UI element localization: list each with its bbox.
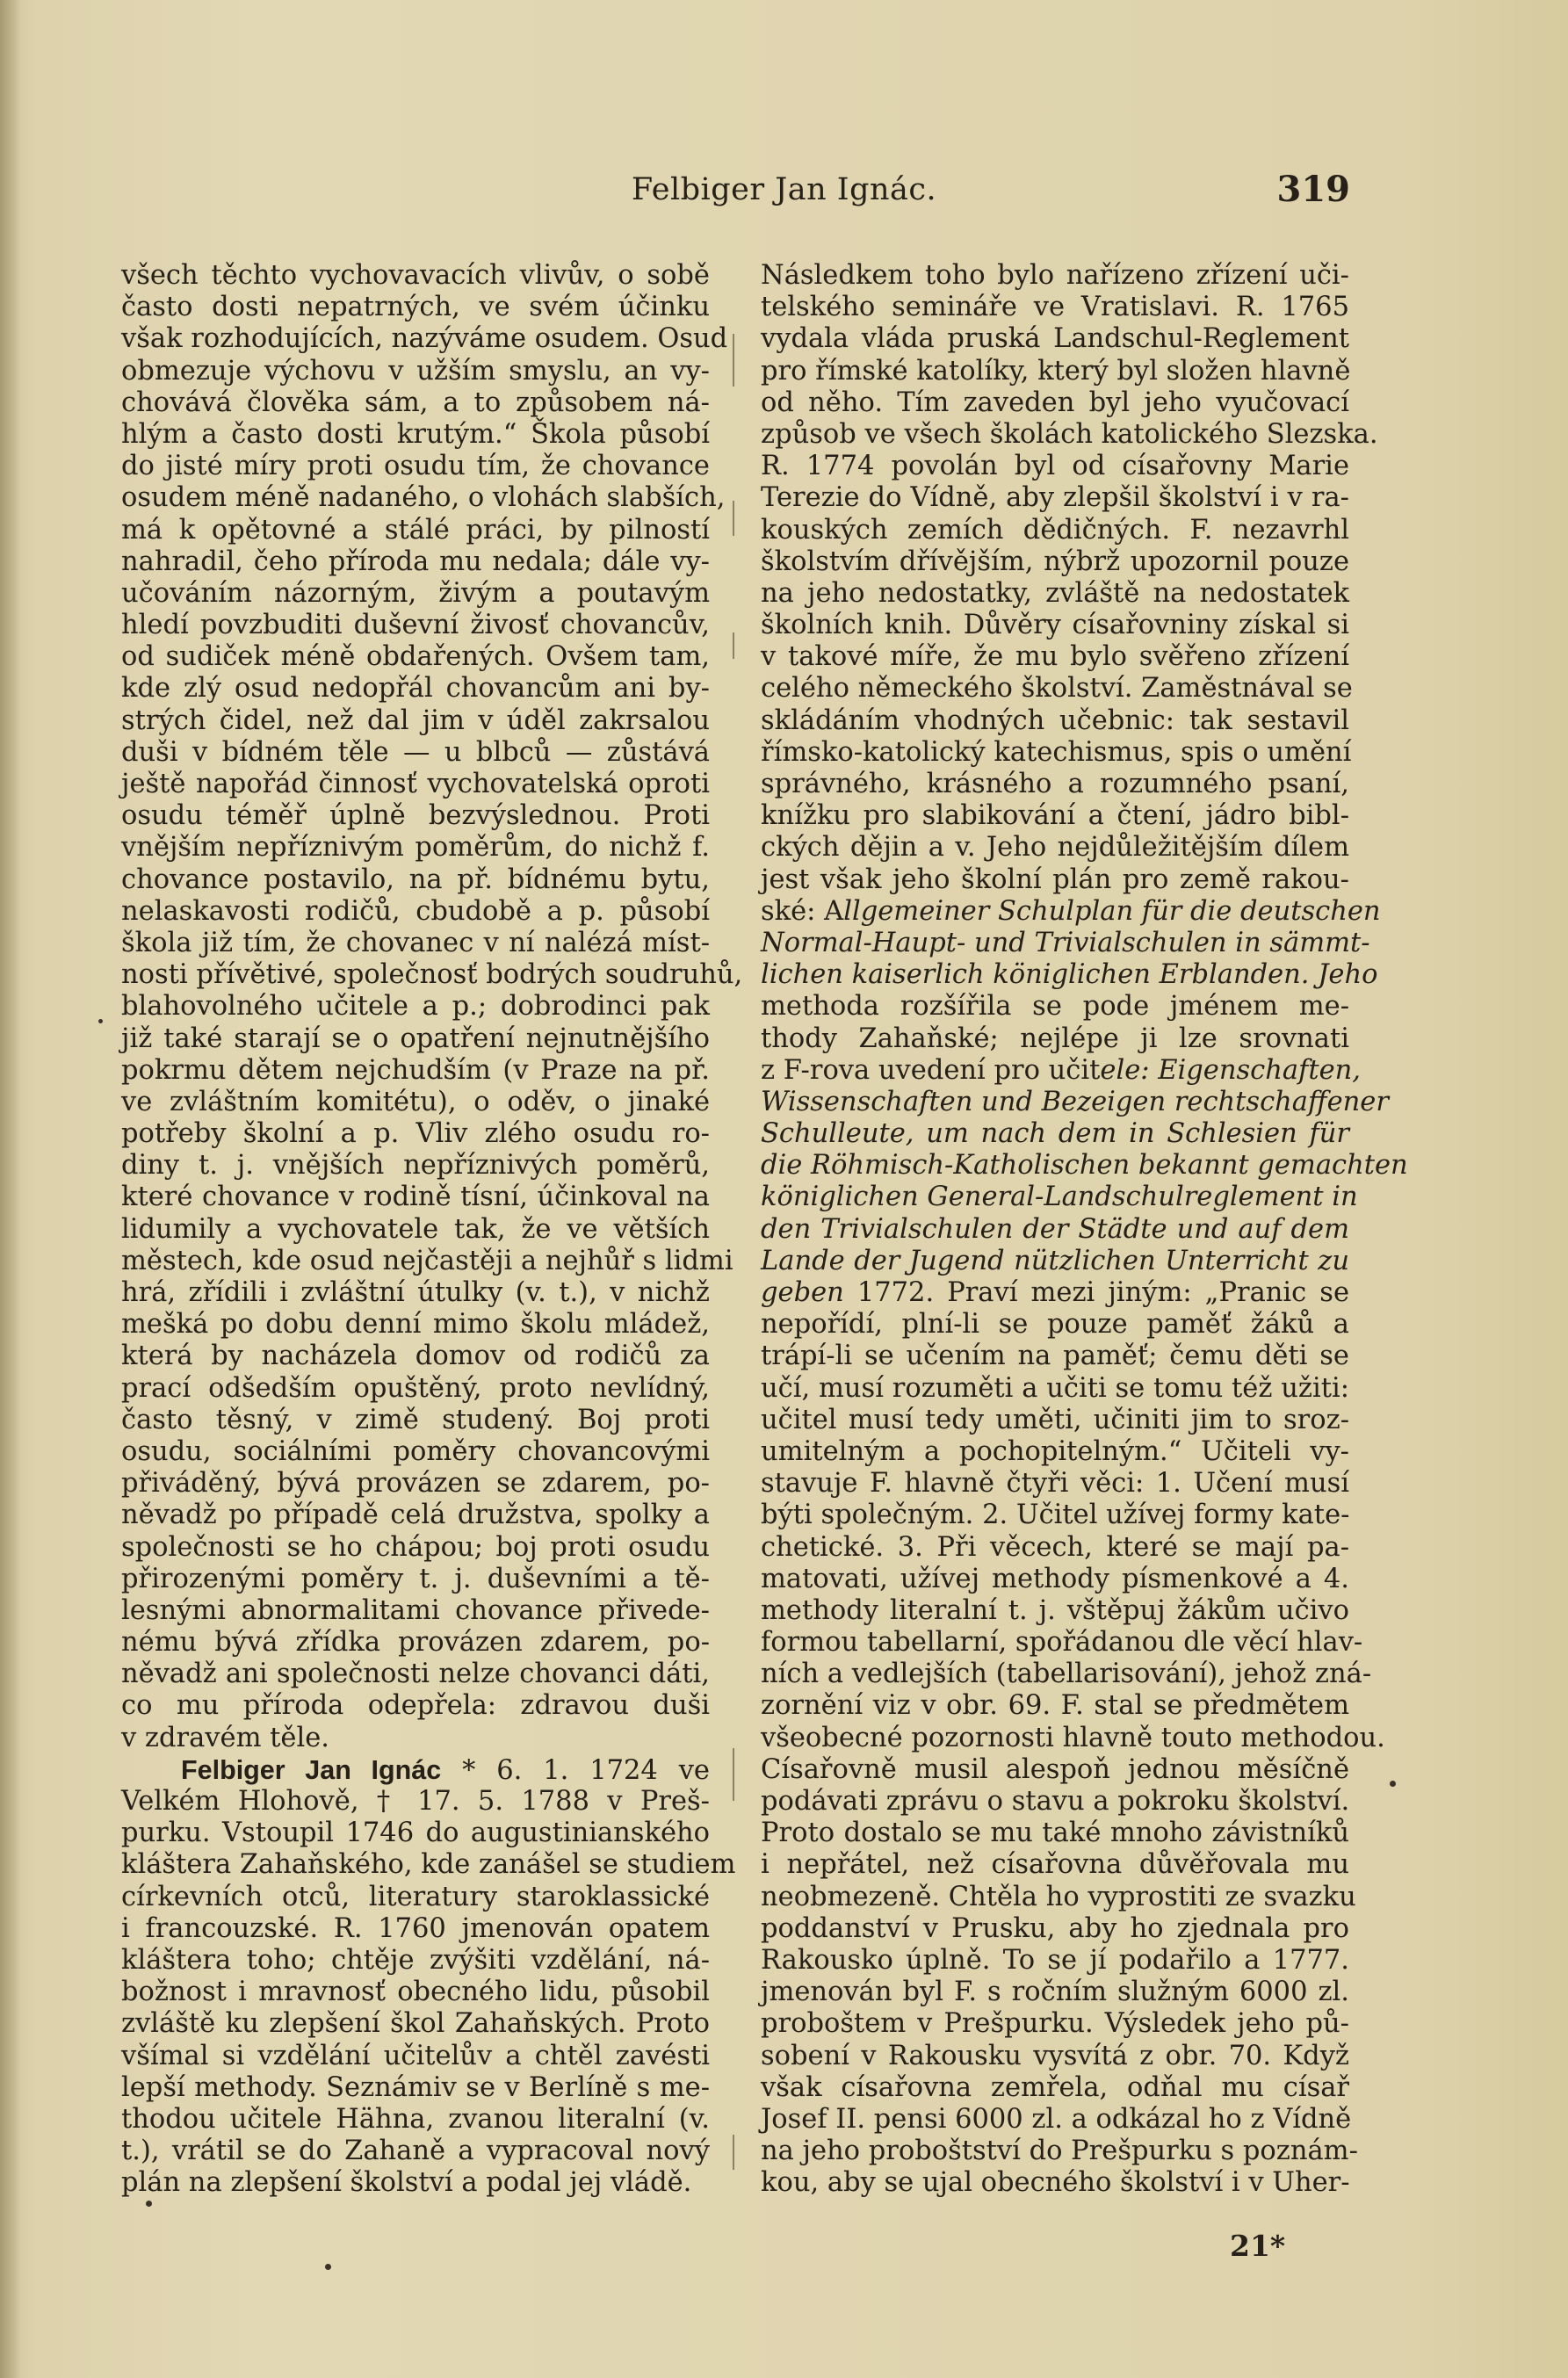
text-line: lepší methody. Seznámiv se v Berlíně s me- (121, 2071, 710, 2103)
text-line: telského semináře ve Vratislavi. R. 1765 (761, 292, 1349, 323)
text-line: potřeby školní a p. Vliv zlého osudu ro- (121, 1118, 710, 1150)
text-line: jest však jeho školní plán pro země rakou- (761, 864, 1349, 895)
text-line (761, 1182, 1358, 1213)
text-line: strých čidel, než dal jim v úděl zakrsalou (121, 705, 710, 736)
text-line (761, 959, 1378, 991)
text-line: hledí povzbuditi duševní živosť chovancův, (121, 610, 710, 641)
german-title-fragment: die Röhmisch-Katholischen bekannt gemachten (761, 1150, 1408, 1182)
text-line: kláštera toho; chtěje zvýšiti vzdělání, ná- (121, 1944, 710, 1976)
text-line: městech, kde osud nejčastěji a nejhůř s lidmi (121, 1245, 733, 1276)
text-line: často dosti nepatrných, ve svém účinku (121, 292, 710, 323)
text-line: učitel musí tedy uměti, učiniti jim to sroz- (761, 1404, 1349, 1435)
text-line: nepořídí, plní-li se pouze paměť žáků a (761, 1309, 1349, 1341)
text-line: thody Zahaňské; nejlépe ji lze srovnati (761, 1023, 1349, 1054)
entry-headword: Felbiger Jan Ignác (181, 1754, 442, 1785)
text-line: něvadž po případě celá družstva, spolky a (121, 1500, 710, 1531)
text-line: zornění viz v obr. 69. F. stal se předmětem (761, 1690, 1349, 1722)
text-line: učí, musí rozuměti a učiti se tomu též užiti: (761, 1372, 1349, 1404)
text-line: methody literalní t. j. vštěpuj žákům učivo (761, 1594, 1349, 1626)
column-divider-3 (733, 632, 734, 659)
text-line: zvláště ku zlepšení škol Zahaňských. Proto (121, 2008, 710, 2040)
text-line: trápí-li se učením na paměť; čemu děti se (761, 1341, 1349, 1372)
german-title-fragment: Schulleute, um nach dem in Schlesien für (761, 1118, 1349, 1150)
text-line: z F-rova uvedení pro učitele: Eigenschaften, (761, 1054, 1361, 1086)
text-line (761, 1150, 1408, 1182)
text-line: římsko-katolický katechismus, spis o umění (761, 736, 1352, 768)
text-line: osudu téměř úplně bezvýslednou. Proti (121, 800, 710, 832)
text-line: kouských zemích dědičných. F. nezavrhl (761, 514, 1349, 546)
column-divider-5 (733, 2135, 734, 2170)
text-line: nému bývá zřídka provázen zdarem, po- (121, 1627, 710, 1659)
text-line: býti společným. 2. Učitel užívej formy kate- (761, 1500, 1350, 1531)
german-title-fragment: den Trivialschulen der Städte und auf dem (761, 1213, 1349, 1245)
text-line: jmenován byl F. s ročním služným 6000 zl. (761, 1977, 1349, 2008)
text-line: chovává člověka sám, a to způsobem ná- (121, 387, 710, 418)
text-line: kou, aby se ujal obecného školství i v Uher- (761, 2167, 1350, 2199)
text-line: lesnými abnormalitami chovance přivede- (121, 1594, 710, 1626)
text-line: která by nacházela domov od rodičů za (121, 1341, 710, 1372)
text-line: na jeho nedostatky, zvláště na nedostatek (761, 577, 1349, 609)
entry-dates: * 6. 1. 1724 ve (441, 1754, 710, 1786)
text-line: formou tabellarní, spořádanou dle věcí hlav- (761, 1627, 1363, 1659)
text-line: všímal si vzdělání učitelův a chtěl zavésti (121, 2040, 710, 2071)
text-line: poddanství v Prusku, aby ho zjednala pro (761, 1912, 1349, 1944)
text-line: však rozhodujících, nazýváme osudem. Osud (121, 323, 728, 355)
text-line: způsob ve všech školách katolického Slezska. (761, 418, 1378, 450)
text-line (761, 1118, 1349, 1150)
text-line: plán na zlepšení školství a podal jej vládě. (121, 2167, 692, 2199)
text-line: pro římské katolíky, který byl složen hlavně (761, 355, 1351, 387)
text-line: Císařovně musil alespoň jednou měsíčně (761, 1753, 1349, 1785)
text-line: t.), vrátil se do Zahaně a vypracoval nový (121, 2136, 710, 2167)
speck (325, 2264, 331, 2270)
german-title-fragment: lichen kaiserlich königlichen Erblanden. Jeho (761, 959, 1378, 991)
running-header: Felbiger Jan Ignác. (631, 172, 937, 207)
text-line: učováním názorným, živým a poutavým (121, 577, 710, 609)
text-line: podávati zprávu o stavu a pokroku školství. (761, 1786, 1350, 1817)
text-line: knížku pro slabikování a čtení, jádro bibl- (761, 800, 1349, 832)
text-line: nelaskavosti rodičů, cbudobě a p. působí (121, 895, 710, 927)
text-line: chetické. 3. Při věcech, které se mají pa- (761, 1531, 1349, 1563)
text-line: Josef II. pensi 6000 zl. a odkázal ho z Vídně (761, 2103, 1352, 2135)
entry-body (121, 1786, 736, 2199)
text-line: geben 1772. Praví mezi jiným: „Pranic se (761, 1277, 1349, 1308)
text-line: co mu příroda odepřela: zdravou duši (121, 1690, 710, 1722)
german-title-fragment: königlichen General-Landschulreglement in (761, 1182, 1358, 1213)
text-line: Proto dostalo se mu také mnoho závistníků (761, 1818, 1349, 1849)
text-line: ve zvláštním komitétu), o oděv, o jinaké (121, 1086, 710, 1117)
text-line: Následkem toho bylo nařízeno zřízení uči- (761, 260, 1349, 291)
text-line: vnějším nepříznivým poměrům, do nichž f. (121, 832, 710, 864)
german-title-fragment: geben (761, 1277, 844, 1308)
page-number: 319 (1276, 169, 1350, 210)
text-line: methoda rozšířila se pode jménem me- (761, 991, 1349, 1023)
text-line: škola již tím, že chovanec v ní nalézá míst- (121, 927, 710, 958)
text-line: od sudiček méně obdařených. Ovšem tam, (121, 641, 710, 673)
text-line: stavuje F. hlavně čtyři věci: 1. Učení musí (761, 1468, 1349, 1500)
signature-mark: 21* (1230, 2229, 1286, 2263)
text-line: sobení v Rakousku vysvítá z obr. 70. Když (761, 2040, 1349, 2071)
text-line: od něho. Tím zaveden byl jeho vyučovací (761, 387, 1349, 418)
right-column (761, 260, 1408, 2199)
german-title-fragment: Wissenschaften und Bezeigen rechtschaffener (761, 1086, 1389, 1117)
text-line: božnost i mravnosť obecného lidu, působil (121, 1977, 710, 2008)
text-line: do jisté míry proti osudu tím, že chovance (121, 451, 710, 482)
text-line: osudu, sociálními poměry chovancovými (121, 1435, 710, 1467)
text-line: ních a vedlejších (tabellarisování), jehož zná- (761, 1659, 1372, 1690)
text-line: ckých dějin a v. Jeho nejdůležitějším dílem (761, 832, 1349, 864)
column-divider-4 (733, 1748, 734, 1801)
text-line: vydala vláda pruská Landschul-Reglement (761, 323, 1349, 355)
left-column (121, 260, 743, 2199)
entry-heading-line (121, 1754, 710, 1786)
text-line: školstvím dřívějším, nýbrž upozornil pouze (761, 546, 1349, 577)
text-line: přiváděný, bývá provázen se zdarem, po- (121, 1468, 710, 1500)
text-line (761, 1246, 1349, 1277)
text-line: mešká po dobu denní mimo školu mládež, (121, 1309, 710, 1341)
column-divider-1 (733, 334, 734, 387)
text-line: thodou učitele Hähna, zvanou literalní (v. (121, 2103, 710, 2135)
german-title-fragment: Normal-Haupt- und Trivialschulen in sämmt- (761, 927, 1370, 958)
binding-shadow (0, 0, 21, 2378)
german-title-fragment: llgemeiner Schulplan für die deutschen (843, 895, 1381, 927)
text-line: Terezie do Vídně, aby zlepšil školství i v ra- (761, 482, 1349, 514)
text-line: i nepřátel, než císařovna důvěřovala mu (761, 1849, 1349, 1881)
text-line (761, 1086, 1389, 1118)
text-line: prací odšedším opuštěný, proto nevlídný, (121, 1372, 710, 1404)
text-line: umitelným a pochopitelným.“ Učiteli vy- (761, 1435, 1349, 1467)
text-line: purku. Vstoupil 1746 do augustinianského (121, 1818, 710, 1849)
text-line: duši v bídném těle — u blbců — zůstává (121, 736, 710, 768)
text-line: však císařovna zemřela, odňal mu císař (761, 2071, 1349, 2103)
text-line: nosti přívětivé, společnosť bodrých soudruhů, (121, 959, 743, 991)
text-line: osudem méně nadaného, o vlohách slabších, (121, 482, 726, 514)
text-line: společnosti se ho chápou; boj proti osudu (121, 1531, 710, 1563)
text-line: diny t. j. vnějších nepříznivých poměrů, (121, 1150, 710, 1182)
text-line: ještě napořád činnosť vychovatelská oproti (121, 769, 710, 799)
text-line: proboštem v Prešpurku. Výsledek jeho pů- (761, 2008, 1349, 2040)
german-title-fragment: ele: Eigenschaften, (1100, 1054, 1361, 1086)
text-line: pokrmu dětem nejchudším (v Praze na př. (121, 1054, 710, 1086)
text-line: všeobecné pozornosti hlavně touto methodou. (761, 1722, 1385, 1753)
text-line: školních knih. Důvěry císařovniny získal si (761, 610, 1349, 641)
speck (146, 2201, 152, 2207)
column-divider-2 (733, 501, 734, 536)
text-line: v takové míře, že mu bylo svěřeno zřízení (761, 641, 1349, 673)
text-line: na jeho proboštství do Prešpurku s poznám- (761, 2136, 1358, 2167)
text-line: v zdravém těle. (121, 1722, 329, 1753)
text-line: všech těchto vychovavacích vlivův, o sobě (121, 260, 710, 291)
text-line: kde zlý osud nedopřál chovancům ani by- (121, 673, 710, 705)
text-line: Velkém Hlohově, † 17. 5. 1788 v Preš- (121, 1786, 710, 1817)
speck (98, 1019, 103, 1023)
text-line (761, 927, 1370, 959)
text-line: již také starají se o opatření nejnutnějšího (121, 1023, 710, 1054)
text-line: správného, krásného a rozumného psaní, (761, 769, 1349, 799)
text-line: obmezuje výchovu v užším smyslu, an vy- (121, 355, 710, 387)
text-line: blahovolného učitele a p.; dobrodinci pak (121, 991, 710, 1023)
text-line: neobmezeně. Chtěla ho vyprostiti ze svazku (761, 1881, 1356, 1912)
german-title-fragment: Lande der Jugend nützlichen Unterricht zu (761, 1245, 1349, 1276)
text-line: matovati, užívej methody písmenkové a 4. (761, 1563, 1349, 1594)
text-line: ské: Allgemeiner Schulplan für die deutschen (761, 895, 1381, 927)
text-line: přirozenými poměry t. j. duševními a tě- (121, 1563, 710, 1594)
text-line: něvadž ani společnosti nelze chovanci dáti, (121, 1659, 710, 1690)
text-line: Rakousko úplně. To se jí podařilo a 1777. (761, 1944, 1349, 1976)
text-line: i francouzské. R. 1760 jmenován opatem (121, 1912, 710, 1944)
text-line: lidumily a vychovatele tak, že ve větších (121, 1213, 710, 1245)
text-line: kláštera Zahaňského, kde zanášel se studiem (121, 1849, 736, 1881)
text-line: které chovance v rodině tísní, účinkoval na (121, 1182, 710, 1213)
text-line: celého německého školství. Zaměstnával se (761, 673, 1353, 705)
text-line: často těsný, v zimě studený. Boj proti (121, 1404, 710, 1435)
text-line: má k opětovné a stálé práci, by pilností (121, 514, 710, 546)
text-line: nahradil, čeho příroda mu nedala; dále vy- (121, 546, 710, 577)
text-line (761, 1214, 1349, 1246)
text-line: skládáním vhodných učebnic: tak sestavil (761, 705, 1349, 736)
text-line: hrá, zřídili i zvláštní útulky (v. t.), v nichž (121, 1277, 710, 1308)
text-line: hlým a často dosti krutým.“ Škola působí (121, 418, 710, 450)
speck (1390, 1781, 1396, 1787)
text-line: církevních otců, literatury staroklassické (121, 1881, 710, 1912)
text-line: chovance postavilo, na př. bídnému bytu, (121, 864, 710, 895)
text-line: R. 1774 povolán byl od císařovny Marie (761, 451, 1349, 482)
